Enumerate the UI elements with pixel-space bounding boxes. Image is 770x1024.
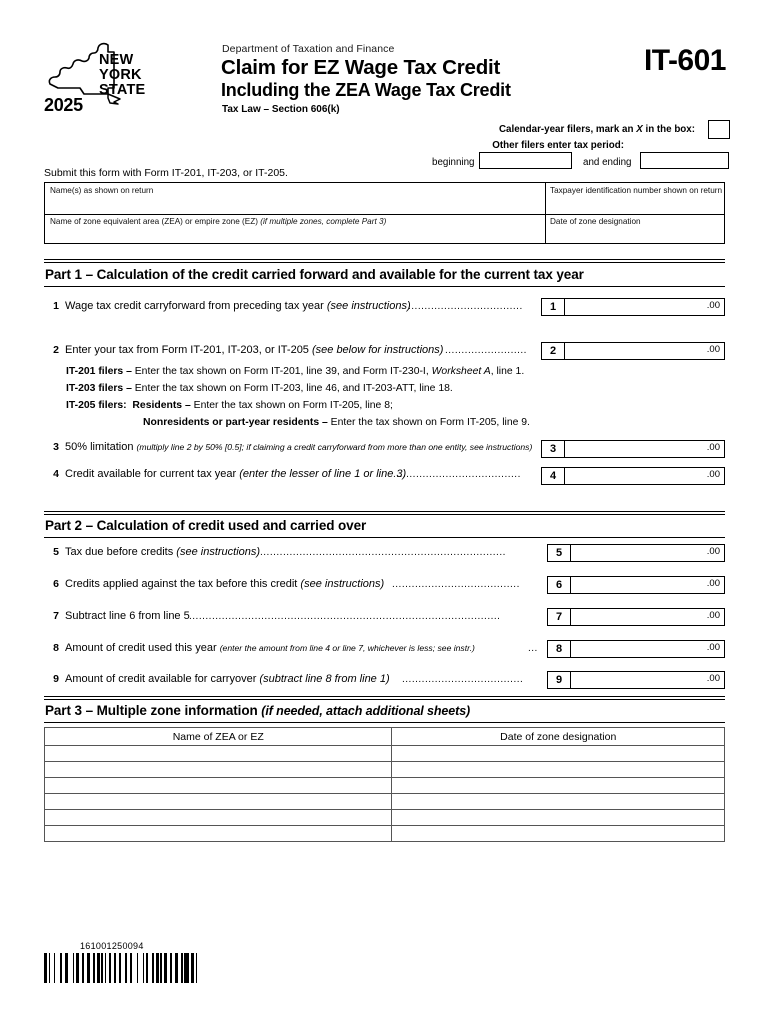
line-1-leader: ...................................: [408, 301, 523, 312]
part2-heading-underline: [44, 537, 725, 538]
line-3-numbox: 3: [541, 440, 565, 458]
line-3-number: 3: [53, 441, 59, 453]
zone-name-cell[interactable]: [45, 746, 392, 762]
line-1-number: 1: [53, 300, 59, 312]
line-6-amount-input[interactable]: [571, 576, 725, 594]
zone-name-cell[interactable]: [45, 826, 392, 842]
zone-date-cell[interactable]: [392, 778, 725, 794]
zone-date-caption: Date of zone designation: [550, 217, 641, 226]
identity-box: [44, 182, 725, 244]
period-beginning-input[interactable]: [479, 152, 572, 169]
zone-date-cell[interactable]: [392, 810, 725, 826]
line-6-label-text: Credits applied against the tax before this credit: [65, 578, 301, 590]
line-9-label-text: Amount of credit available for carryover: [65, 673, 260, 685]
calendar-year-label-x: X: [636, 124, 643, 135]
barcode-icon: [44, 953, 200, 983]
line-5-number: 5: [53, 546, 59, 558]
line-5-cents: .00: [706, 546, 720, 557]
line-8-label: [65, 642, 475, 654]
line-8-label-text: Amount of credit used this year: [65, 642, 220, 654]
filer-instruction-it203-text-a: Enter the tax shown on Form IT-203, line 46, and IT-203-ATT, line 18.: [131, 383, 453, 394]
calendar-year-label-post: in the box:: [642, 124, 695, 135]
name-caption: Name(s) as shown on return: [50, 186, 154, 195]
line-2-amount-input[interactable]: [565, 342, 725, 360]
part2-heading: Part 2 – Calculation of credit used and carried over: [45, 518, 367, 533]
line-9-label: [65, 673, 390, 685]
line-4-numbox: 4: [541, 467, 565, 485]
svg-text:2025: 2025: [44, 95, 83, 115]
identity-box-vertical-divider: [545, 183, 546, 243]
filer-instruction-it201-italic: Worksheet A: [431, 366, 491, 377]
zone-date-input[interactable]: [550, 228, 720, 243]
filer-instruction-it205-bold: IT-205 filers:: [66, 400, 127, 411]
zone-name-caption-italic: (if multiple zones, complete Part 3): [260, 217, 387, 226]
line-2-cents: .00: [706, 344, 720, 355]
line-7-numbox: 7: [547, 608, 571, 626]
table-row: [45, 810, 725, 826]
filer-instruction-it201-text-b: , line 1.: [490, 366, 525, 377]
tax-law-citation: Tax Law – Section 606(k): [222, 104, 340, 115]
part3-top-rule: [44, 696, 725, 697]
line-6-label: [65, 578, 384, 590]
part3-heading: [45, 703, 470, 718]
table-row: [45, 762, 725, 778]
filer-instruction-it203-bold: IT-203 filers –: [66, 383, 132, 394]
line-6-cents: .00: [706, 578, 720, 589]
line-7-label: [65, 610, 190, 622]
line-4-number: 4: [53, 468, 59, 480]
filer-instruction-it201: [66, 366, 524, 377]
line-8-leader: ...: [528, 643, 538, 654]
form-title-secondary: Including the ZEA Wage Tax Credit: [221, 80, 511, 100]
line-9-amount-input[interactable]: [571, 671, 725, 689]
filer-instruction-it205-residents-bold: Residents –: [132, 400, 191, 411]
line-6-label-italic: (see instructions): [300, 578, 385, 590]
zone-date-cell[interactable]: [392, 794, 725, 810]
part2-top-rule: [44, 511, 725, 512]
line-5-label-text: Tax due before credits: [65, 546, 177, 558]
line-8-label-italic: (enter the amount from line 4 or line 7, whichever is less; see instr.): [219, 643, 475, 653]
filer-instruction-nonresidents-text: Enter the tax shown on Form IT-205, line 9.: [327, 417, 530, 428]
part3-heading-underline: [44, 722, 725, 723]
line-5-numbox: 5: [547, 544, 571, 562]
form-title-primary: Claim for EZ Wage Tax Credit: [221, 56, 501, 79]
line-2-label: [65, 344, 443, 356]
line-2-leader: .........................: [445, 345, 527, 356]
line-1-amount-input[interactable]: [565, 298, 725, 316]
line-4-amount-input[interactable]: [565, 467, 725, 485]
other-filers-label: Other filers enter tax period:: [492, 140, 624, 151]
zone-name-caption: [50, 217, 386, 226]
part1-top-rule: [44, 259, 725, 260]
form-number: IT-601: [643, 44, 726, 77]
part1-heading: Part 1 – Calculation of the credit carried forward and available for the current tax year: [45, 267, 584, 282]
filer-instruction-it203: [66, 383, 453, 394]
zone-name-caption-main: Name of zone equivalent area (ZEA) or empire zone (EZ): [50, 217, 261, 226]
filer-instruction-it205-text-a: Enter the tax shown on Form IT-205, line 8;: [190, 400, 393, 411]
line-7-number: 7: [53, 610, 59, 622]
line-4-leader: .......................................: [393, 469, 521, 480]
line-6-numbox: 6: [547, 576, 571, 594]
zone-date-cell[interactable]: [392, 826, 725, 842]
zone-name-cell[interactable]: [45, 762, 392, 778]
line-8-number: 8: [53, 642, 59, 654]
line-1-label-text: Wage tax credit carryforward from preceding tax year: [65, 300, 327, 312]
line-2-label-italic: (see below for instructions): [311, 344, 444, 356]
line-2-number: 2: [53, 344, 59, 356]
part3-heading-bold: Part 3 – Multiple zone information: [45, 703, 262, 718]
line-5-label: [65, 546, 260, 558]
beginning-label: beginning: [432, 157, 475, 168]
filer-instruction-nonresidents-bold: Nonresidents or part-year residents –: [143, 417, 328, 428]
line-3-cents: .00: [706, 442, 720, 453]
line-1-numbox: 1: [541, 298, 565, 316]
line-7-cents: .00: [706, 610, 720, 621]
line-4-label: [65, 468, 406, 480]
line-3-amount-input[interactable]: [565, 440, 725, 458]
and-ending-label: and ending: [583, 157, 632, 168]
line-9-cents: .00: [706, 673, 720, 684]
multiple-zone-table: [44, 727, 725, 842]
line-9-numbox: 9: [547, 671, 571, 689]
line-9-label-italic: (subtract line 8 from line 1): [259, 673, 390, 685]
part1-heading-underline: [44, 286, 725, 287]
line-8-numbox: 8: [547, 640, 571, 658]
line-4-label-text: Credit available for current tax year: [65, 468, 240, 480]
filer-instruction-it205: [66, 400, 393, 411]
filer-instruction-nonresidents: [143, 417, 530, 428]
line-7-label-text: Subtract line 6 from line 5: [65, 610, 190, 622]
zone-date-cell[interactable]: [392, 746, 725, 762]
submit-instruction: Submit this form with Form IT-201, IT-203, or IT-205.: [44, 167, 288, 179]
part3-heading-italic: (if needed, attach additional sheets): [261, 704, 471, 718]
new-york-state-logo-icon: [44, 36, 169, 118]
line-5-amount-input[interactable]: [571, 544, 725, 562]
line-2-label-text: Enter your tax from Form IT-201, IT-203, or IT-205: [65, 344, 312, 356]
department-line: Department of Taxation and Finance: [222, 43, 395, 55]
line-1-label-italic: (see instructions): [326, 300, 411, 312]
table-row: [45, 826, 725, 842]
line-7-leader: ...............................................................................................: [189, 611, 501, 622]
svg-text:NEW: NEW: [99, 52, 134, 68]
zone-date-cell[interactable]: [392, 762, 725, 778]
zone-name-cell[interactable]: [45, 778, 392, 794]
zone-name-cell[interactable]: [45, 810, 392, 826]
name-input[interactable]: [50, 197, 538, 212]
line-4-label-italic: (enter the lesser of line 1 or line 3): [239, 468, 407, 480]
line-1-cents: .00: [706, 300, 720, 311]
line-9-leader: .....................................: [402, 674, 524, 685]
line-5-label-italic: (see instructions): [176, 546, 261, 558]
line-9-number: 9: [53, 673, 59, 685]
line-6-number: 6: [53, 578, 59, 590]
line-7-amount-input[interactable]: [571, 608, 725, 626]
calendar-year-checkbox[interactable]: [708, 120, 730, 139]
svg-text:STATE: STATE: [99, 82, 146, 98]
line-3-label-italic: (multiply line 2 by 50% [0.5]; if claiming a credit carryforward from more than one entity, see instructions): [136, 442, 533, 452]
calendar-year-label-pre: Calendar-year filers, mark an: [498, 124, 637, 135]
tin-caption: Taxpayer identification number shown on return: [550, 186, 723, 195]
table-header-zea-ez: Name of ZEA or EZ: [45, 728, 392, 746]
zone-name-input[interactable]: [50, 228, 538, 243]
calendar-year-label: [499, 124, 695, 135]
line-1-label: [65, 300, 411, 312]
barcode-number: 161001250094: [80, 941, 144, 951]
line-8-amount-input[interactable]: [571, 640, 725, 658]
line-3-label-text: 50% limitation: [65, 441, 137, 453]
table-row: [45, 746, 725, 762]
table-header-row: [45, 728, 725, 746]
line-6-leader: .......................................: [392, 579, 520, 590]
line-5-leader: ...........................................................................: [260, 547, 506, 558]
identity-box-horizontal-divider: [45, 214, 724, 215]
filer-instruction-it201-text-a: Enter the tax shown on Form IT-201, line 39, and Form IT-230-I,: [131, 366, 432, 377]
line-4-cents: .00: [706, 469, 720, 480]
line-3-label: [65, 441, 532, 453]
line-8-cents: .00: [706, 642, 720, 653]
line-2-numbox: 2: [541, 342, 565, 360]
period-ending-input[interactable]: [640, 152, 729, 169]
filer-instruction-it201-bold: IT-201 filers –: [66, 366, 132, 377]
svg-text:YORK: YORK: [99, 67, 142, 83]
table-row: [45, 794, 725, 810]
table-row: [45, 778, 725, 794]
tin-input[interactable]: [550, 197, 720, 212]
table-header-designation-date: Date of zone designation: [392, 728, 725, 746]
zone-name-cell[interactable]: [45, 794, 392, 810]
